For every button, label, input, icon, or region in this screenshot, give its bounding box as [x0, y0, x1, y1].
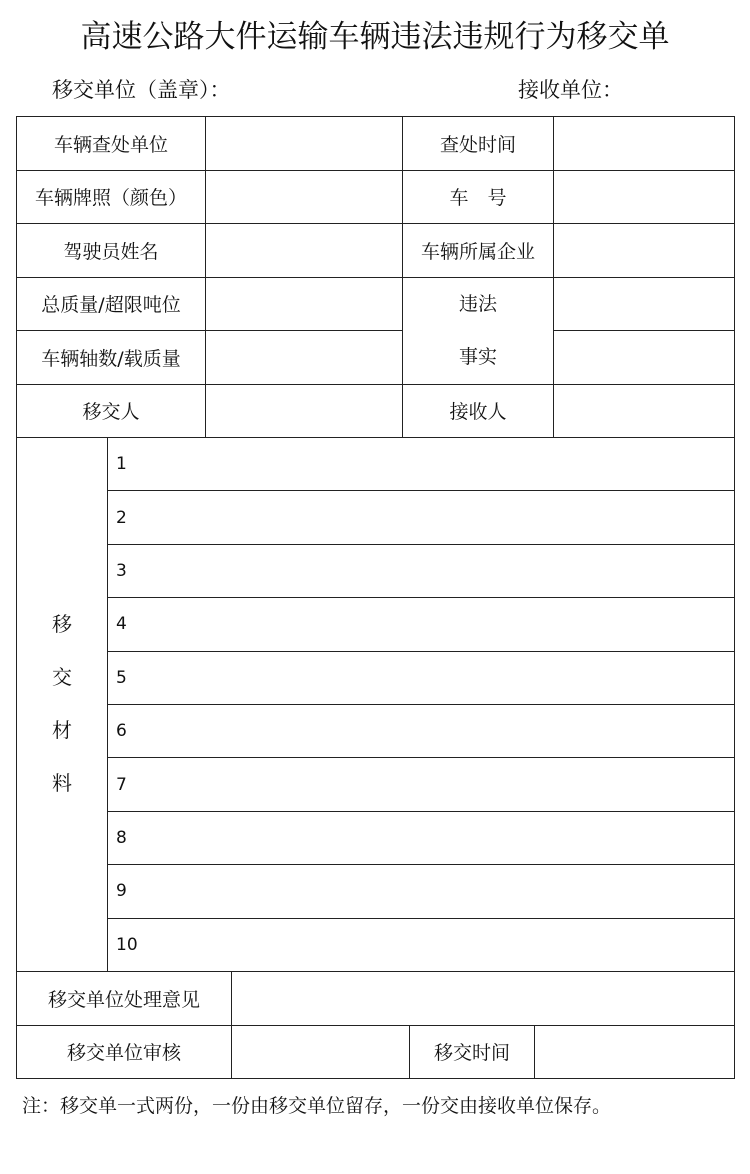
inspect-unit-label: 车辆查处单位 — [17, 117, 206, 171]
plate-field[interactable] — [206, 170, 403, 224]
vehicle-no-label: 车 号 — [403, 170, 554, 224]
total-mass-label: 总质量/超限吨位 — [17, 277, 206, 331]
table-row — [17, 331, 735, 385]
driver-name-label: 驾驶员姓名 — [17, 224, 206, 278]
review-label: 移交单位审核 — [17, 1025, 232, 1079]
material-row-8[interactable]: 8 — [108, 811, 735, 864]
company-label: 车辆所属企业 — [403, 224, 554, 278]
material-row-10[interactable]: 10 — [108, 918, 735, 971]
inspect-time-field[interactable] — [554, 117, 735, 171]
receiver-person-label: 接收人 — [403, 384, 554, 438]
materials-table — [16, 437, 735, 972]
receiver-unit-label: 接收单位： — [518, 78, 623, 102]
transferor-label: 移交人 — [17, 384, 206, 438]
material-row-7[interactable]: 7 — [108, 758, 735, 811]
vehicle-no-field[interactable] — [554, 170, 735, 224]
receiver-person-field[interactable] — [554, 384, 735, 438]
transfer-time-label: 移交时间 — [410, 1025, 535, 1079]
table-row — [17, 918, 735, 971]
transfer-time-field[interactable] — [535, 1025, 735, 1079]
plate-label: 车辆牌照（颜色） — [17, 170, 206, 224]
table-row — [17, 117, 735, 171]
materials-label-text: 移交材料 — [52, 612, 72, 796]
table-row — [17, 544, 735, 597]
materials-label — [17, 438, 108, 972]
material-row-6[interactable]: 6 — [108, 704, 735, 757]
footnote: 注：移交单一式两份，一份由移交单位留存，一份交由接收单位保存。 — [22, 1095, 612, 1117]
material-row-2[interactable]: 2 — [108, 491, 735, 544]
table-row — [17, 598, 735, 651]
review-table — [16, 971, 735, 1079]
document-title: 高速公路大件运输车辆违法违规行为移交单 — [80, 19, 670, 55]
total-mass-field[interactable] — [206, 277, 403, 331]
table-row — [17, 972, 735, 1026]
material-row-5[interactable]: 5 — [108, 651, 735, 704]
violation-facts-field-2[interactable] — [554, 331, 735, 385]
table-row — [17, 865, 735, 918]
table-row — [17, 277, 735, 331]
table-row — [17, 491, 735, 544]
axles-label: 车辆轴数/载质量 — [17, 331, 206, 385]
table-row — [17, 651, 735, 704]
violation-facts-line2: 事实 — [458, 345, 497, 368]
driver-name-field[interactable] — [206, 224, 403, 278]
material-row-4[interactable]: 4 — [108, 598, 735, 651]
axles-field[interactable] — [206, 331, 403, 385]
transferor-field[interactable] — [206, 384, 403, 438]
material-row-9[interactable]: 9 — [108, 865, 735, 918]
inspect-time-label: 查处时间 — [403, 117, 554, 171]
vehicle-info-table — [16, 116, 735, 438]
opinion-label: 移交单位处理意见 — [17, 972, 232, 1026]
table-row — [17, 170, 735, 224]
sender-unit-label: 移交单位（盖章）： — [52, 78, 231, 102]
table-row — [17, 758, 735, 811]
company-field[interactable] — [554, 224, 735, 278]
table-row — [17, 704, 735, 757]
material-row-1[interactable]: 1 — [108, 438, 735, 491]
table-row — [17, 224, 735, 278]
table-row — [17, 1025, 735, 1079]
table-row — [17, 438, 735, 491]
opinion-field[interactable] — [232, 972, 735, 1026]
table-row — [17, 384, 735, 438]
violation-facts-label — [403, 277, 554, 384]
inspect-unit-field[interactable] — [206, 117, 403, 171]
table-row — [17, 811, 735, 864]
review-field[interactable] — [232, 1025, 410, 1079]
material-row-3[interactable]: 3 — [108, 544, 735, 597]
violation-facts-field-1[interactable] — [554, 277, 735, 331]
violation-facts-line1: 违法 — [458, 292, 497, 315]
